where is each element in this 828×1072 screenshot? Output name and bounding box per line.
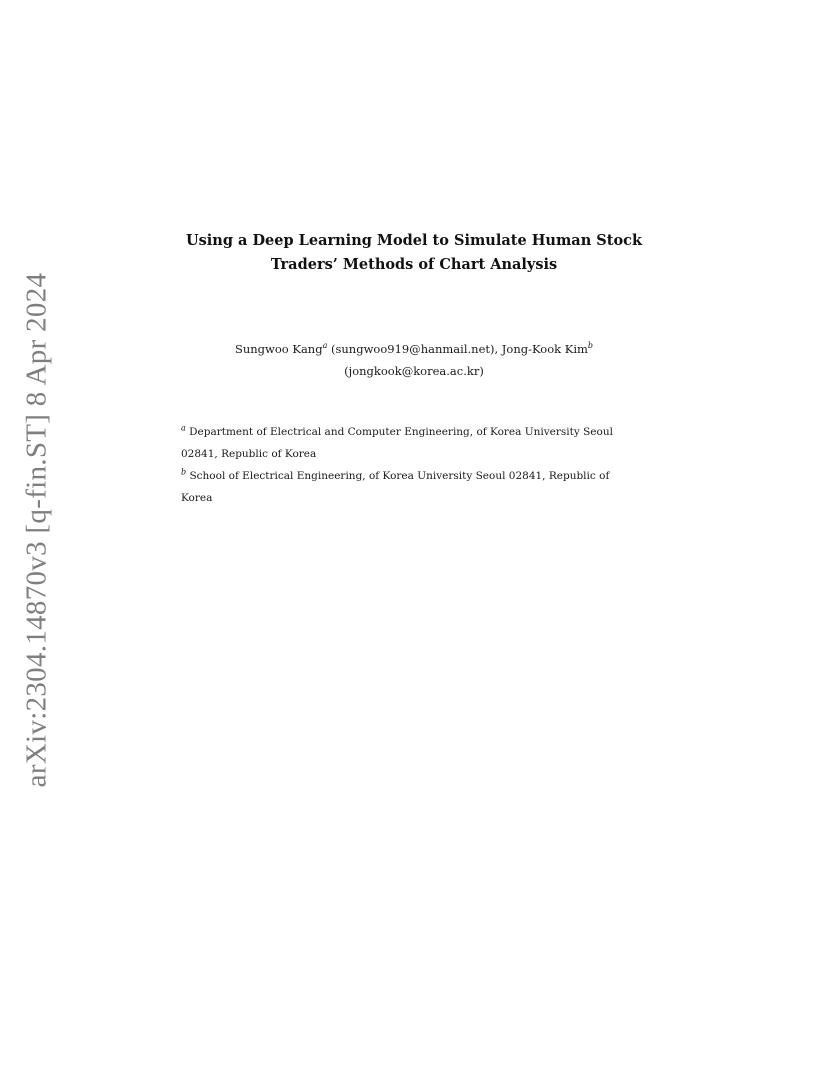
author-1-name: Sungwoo Kang bbox=[234, 342, 323, 356]
title-line-1: Using a Deep Learning Model to Simulate Human Stock bbox=[185, 232, 643, 249]
affiliation-a-line-1 bbox=[181, 421, 641, 443]
paper-title bbox=[0, 229, 828, 277]
author-line-1 bbox=[0, 338, 828, 360]
author-2-name: Jong-Kook Kim bbox=[501, 342, 588, 356]
affiliation-a-line-2: 02841, Republic of Korea bbox=[181, 448, 317, 460]
author-1-affil-mark: a bbox=[322, 341, 328, 351]
arxiv-stamp: arXiv:2304.14870v3 [q-fin.ST] 8 Apr 2024 bbox=[20, 272, 53, 788]
author-block bbox=[0, 338, 828, 382]
author-1-email: (sungwoo919@hanmail.net), bbox=[327, 342, 502, 356]
affiliation-b-text: School of Electrical Engineering, of Korea University Seoul 02841, Republic of bbox=[186, 470, 610, 482]
author-2-affil-mark: b bbox=[587, 341, 594, 351]
affiliation-b-line-2: Korea bbox=[181, 492, 213, 504]
affiliations bbox=[181, 421, 641, 509]
affiliation-a bbox=[181, 421, 641, 465]
affiliation-a-mark: a bbox=[181, 423, 186, 433]
affiliation-b-mark: b bbox=[181, 467, 187, 477]
author-2-email: (jongkook@korea.ac.kr) bbox=[344, 364, 484, 378]
affiliation-b bbox=[181, 465, 641, 509]
title-line-2: Traders’ Methods of Chart Analysis bbox=[270, 256, 558, 273]
affiliation-b-line-1 bbox=[181, 465, 641, 487]
affiliation-a-text: Department of Electrical and Computer Engineering, of Korea University Seoul bbox=[185, 426, 613, 438]
